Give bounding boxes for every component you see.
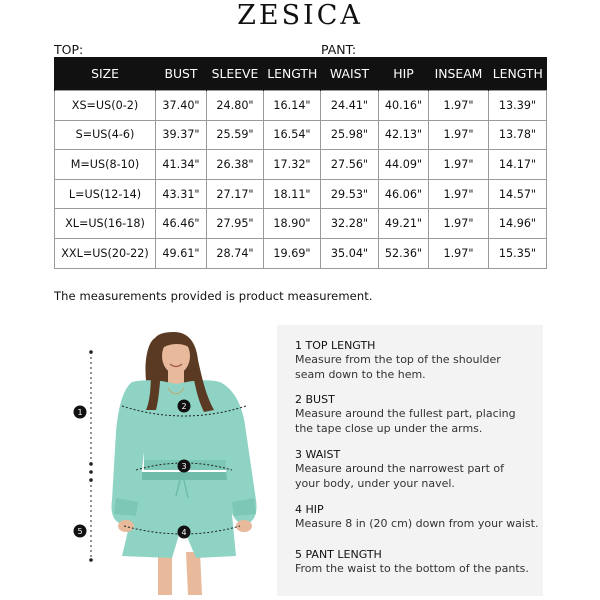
top-cell: 37.40" [156,91,207,121]
marker-3-label: 3 [181,462,187,471]
model-hand [118,520,134,532]
pant-cell: 13.78" [489,120,547,150]
step-desc-line: Measure around the narrowest part of [295,462,504,475]
step-desc-line: Measure around the fullest part, placing [295,407,516,420]
pant-cell: 1.97" [429,150,489,180]
step-title: 5 PANT LENGTH [295,548,382,561]
step-title: 4 HIP [295,503,324,516]
model-hand [236,520,252,532]
table-row [321,238,547,268]
pant-cell: 25.98" [321,120,379,150]
pant-header-row [321,57,547,91]
pant-cell: 42.13" [379,120,429,150]
table-row [321,120,547,150]
pant-header-cell: WAIST [321,57,379,91]
guide-dot [89,350,93,354]
step-title: 1 TOP LENGTH [295,339,376,352]
model-photo [60,320,280,595]
marker-2-label: 2 [181,402,187,411]
step-pant-length [295,548,545,577]
step-desc-line: the tape close up under the arms. [295,421,483,435]
pant-cell: 29.53" [321,179,379,209]
top-cell: 17.32" [264,150,321,180]
pant-cell: 1.97" [429,238,489,268]
marker-5-label: 5 [77,527,83,536]
brand-logo: ZESICA [237,0,363,31]
top-cell: 39.37" [156,120,207,150]
step-waist [295,448,545,491]
top-size-table [54,57,321,269]
top-cell: 27.17" [207,179,264,209]
top-cell: 19.69" [264,238,321,268]
top-cell: 18.11" [264,179,321,209]
pant-label: PANT: [321,42,357,57]
top-cell: 18.90" [264,209,321,239]
pant-cell: 1.97" [429,91,489,121]
marker-5 [74,525,87,538]
guide-dot [89,478,93,482]
table-row [55,91,321,121]
top-header-row [55,57,321,91]
step-desc-line: Measure from the top of the shoulder [295,353,501,366]
pant-cell: 15.35" [489,238,547,268]
top-cell: 28.74" [207,238,264,268]
step-hip [295,503,545,532]
table-row [55,150,321,180]
table-row [321,179,547,209]
pant-cell: 14.17" [489,150,547,180]
pant-cell: 14.96" [489,209,547,239]
top-cell: S=US(4-6) [55,120,156,150]
pant-cell: 14.57" [489,179,547,209]
step-title: 2 BUST [295,393,335,406]
pant-cell: 1.97" [429,179,489,209]
step-bust [295,393,545,436]
marker-2 [178,400,191,413]
table-row [55,209,321,239]
table-row [55,238,321,268]
pant-cell: 46.06" [379,179,429,209]
top-cell: 26.38" [207,150,264,180]
table-row [55,179,321,209]
top-cell: 27.95" [207,209,264,239]
pant-cell: 35.04" [321,238,379,268]
guide-dot [89,558,93,562]
top-header-cell: LENGTH [264,57,321,91]
guide-dot [89,470,93,474]
pant-cell: 32.28" [321,209,379,239]
step-top-length [295,339,545,382]
marker-3 [178,460,191,473]
top-header-cell: BUST [156,57,207,91]
top-cell: XXL=US(20-22) [55,238,156,268]
pant-cell: 44.09" [379,150,429,180]
model-leg [186,552,202,595]
marker-1 [74,406,87,419]
pant-cell: 13.39" [489,91,547,121]
top-cell: 25.59" [207,120,264,150]
top-label: TOP: [54,42,84,57]
marker-4 [178,526,191,539]
pant-cell: 1.97" [429,120,489,150]
pant-cell: 40.16" [379,91,429,121]
marker-4-label: 4 [181,528,187,537]
top-cell: M=US(8-10) [55,150,156,180]
step-desc-line: your body, under your navel. [295,476,455,490]
top-cell: XS=US(0-2) [55,91,156,121]
guide-dot [89,462,93,466]
top-cell: 49.61" [156,238,207,268]
table-row [321,209,547,239]
top-cell: 46.46" [156,209,207,239]
measurement-note: The measurements provided is product measurement. [54,289,373,303]
step-desc-line: seam down to the hem. [295,367,426,381]
table-row [321,91,547,121]
pant-cell: 52.36" [379,238,429,268]
top-cell: 43.31" [156,179,207,209]
model-leg [158,552,172,595]
step-desc-line: Measure 8 in (20 cm) down from your waist. [295,517,539,530]
marker-1-label: 1 [77,408,83,417]
pant-cell: 27.56" [321,150,379,180]
shorts-waistband [142,472,228,480]
pant-header-cell: HIP [379,57,429,91]
step-desc-line: From the waist to the bottom of the pants. [295,562,529,575]
top-cell: 41.34" [156,150,207,180]
table-row [55,120,321,150]
top-cell: XL=US(16-18) [55,209,156,239]
pant-header-cell: INSEAM [429,57,489,91]
pant-size-table [320,57,547,269]
pant-header-cell: LENGTH [489,57,547,91]
pant-cell: 1.97" [429,209,489,239]
pant-cell: 49.21" [379,209,429,239]
top-cell: 16.54" [264,120,321,150]
top-cell: 24.80" [207,91,264,121]
top-header-cell: SIZE [55,57,156,91]
top-cell: 16.14" [264,91,321,121]
top-cell: L=US(12-14) [55,179,156,209]
top-header-cell: SLEEVE [207,57,264,91]
step-title: 3 WAIST [295,448,341,461]
table-row [321,150,547,180]
pant-cell: 24.41" [321,91,379,121]
